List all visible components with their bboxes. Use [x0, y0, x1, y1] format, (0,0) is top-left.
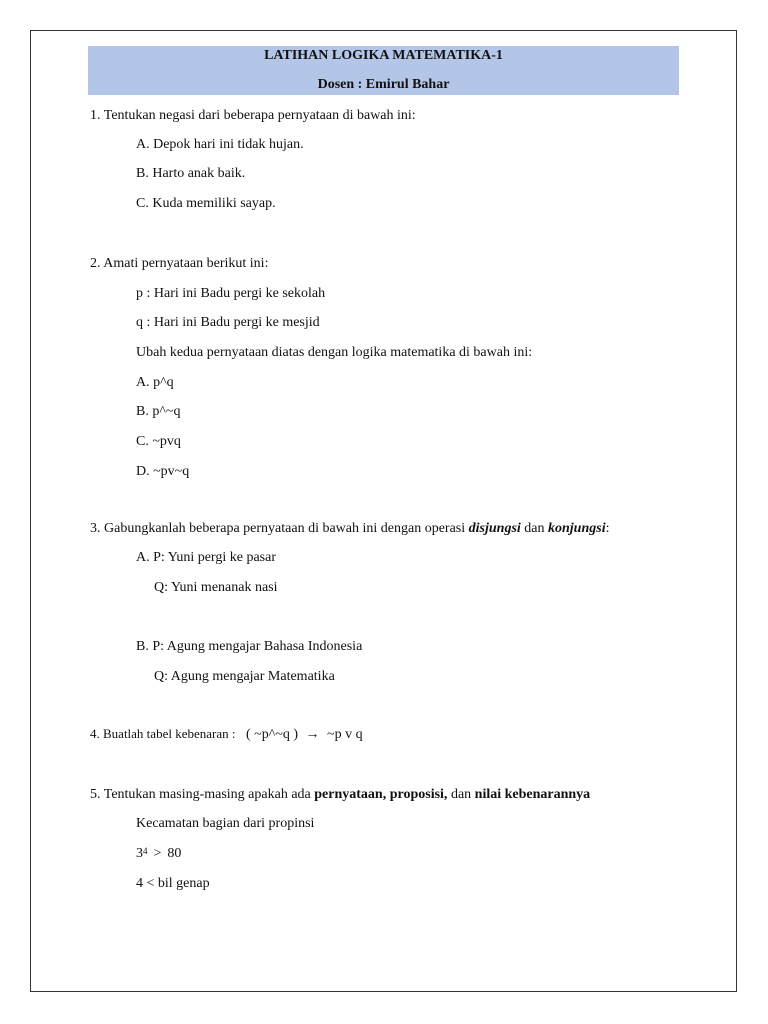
expression-left: ( ~p^~q ) — [245, 727, 299, 742]
question-2-option-c: C. ~pvq — [136, 434, 181, 449]
question-5 — [90, 786, 590, 804]
question-2-option-d: D. ~pv~q — [136, 464, 190, 479]
question-3-b-q: Q: Agung mengajar Matematika — [154, 669, 335, 684]
question-1-option-c: C. Kuda memiliki sayap. — [136, 196, 276, 211]
question-5-connector: dan — [447, 787, 475, 802]
question-5-text: 5. Tentukan masing-masing apakah ada — [90, 787, 315, 802]
power-exponent: 4 — [143, 846, 148, 856]
question-3-connector: dan — [520, 521, 548, 536]
question-3 — [90, 520, 609, 538]
question-2: 2. Amati pernyataan berikut ini: — [90, 256, 269, 271]
question-5-item-1: Kecamatan bagian dari propinsi — [136, 816, 315, 831]
question-4-text: 4. Buatlah tabel kebenaran : — [90, 726, 236, 741]
question-5-item-2 — [136, 845, 181, 863]
question-3-colon: : — [605, 521, 610, 536]
question-1: 1. Tentukan negasi dari beberapa pernyataan di bawah ini: — [90, 108, 416, 123]
question-3-a-q: Q: Yuni menanak nasi — [154, 580, 278, 595]
question-5-item-3: 4 < bil genap — [136, 876, 210, 891]
title-banner — [88, 46, 679, 95]
question-4 — [90, 725, 363, 744]
question-5-bold-1: pernyataan, proposisi, — [314, 787, 448, 802]
question-3-text: 3. Gabungkanlah beberapa pernyataan di bawah ini dengan operasi — [90, 521, 469, 536]
lecturer-name: Dosen : Emirul Bahar — [317, 77, 450, 92]
document-title: LATIHAN LOGIKA MATEMATIKA-1 — [264, 48, 503, 63]
statement-p: p : Hari ini Badu pergi ke sekolah — [136, 286, 326, 301]
expression-right: ~p v q — [327, 727, 363, 742]
power-base: 3 — [136, 846, 143, 861]
greater-than-sign: > — [153, 846, 162, 861]
question-1-option-a: A. Depok hari ini tidak hujan. — [136, 137, 304, 152]
question-2-instruction: Ubah kedua pernyataan diatas dengan logika matematika di bawah ini: — [136, 345, 533, 360]
question-1-option-b: B. Harto anak baik. — [136, 166, 246, 181]
question-3-b-p: B. P: Agung mengajar Bahasa Indonesia — [136, 639, 363, 654]
operation-disjunction: disjungsi — [468, 521, 521, 536]
question-2-option-a: A. p^q — [136, 375, 174, 390]
comparison-value: 80 — [167, 846, 182, 861]
operation-conjunction: konjungsi — [548, 521, 606, 536]
question-5-bold-2: nilai kebenarannya — [474, 787, 591, 802]
implication-arrow-icon: → — [305, 727, 320, 742]
statement-q: q : Hari ini Badu pergi ke mesjid — [136, 315, 320, 330]
question-3-a-p: A. P: Yuni pergi ke pasar — [136, 550, 276, 565]
question-2-option-b: B. p^~q — [136, 404, 181, 419]
